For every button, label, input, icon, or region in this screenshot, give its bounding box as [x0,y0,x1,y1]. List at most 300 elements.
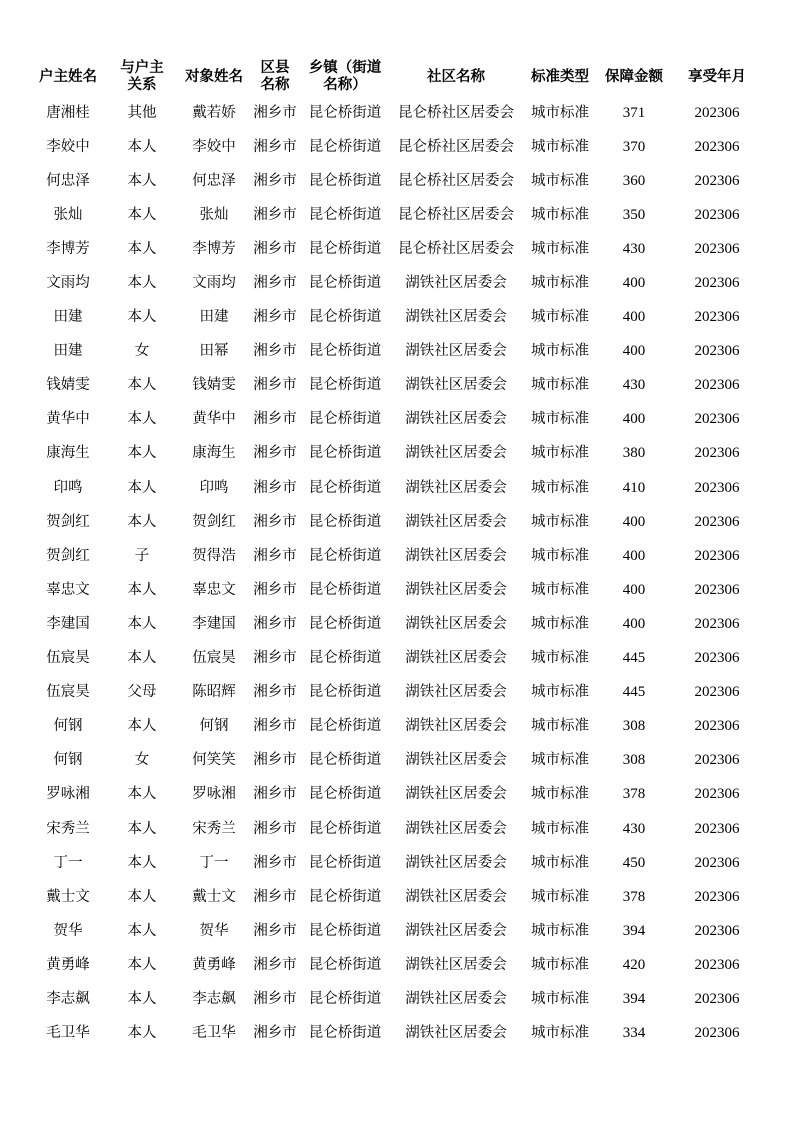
cell-amount: 430 [622,377,646,394]
cell-town: 昆仑桥街道 [308,104,382,121]
cell-town: 昆仑桥街道 [308,650,382,667]
cell-target-name: 陈昭辉 [192,684,236,701]
cell-relation: 本人 [127,990,157,1007]
cell-head-name: 黄华中 [46,411,90,428]
cell-town: 昆仑桥街道 [308,275,382,292]
table-row [34,778,760,812]
cell-amount: 400 [622,581,646,598]
cell-standard-type: 城市标准 [531,581,589,598]
header-county-line2: 名称 [260,77,290,93]
cell-standard-type: 城市标准 [531,513,589,530]
table-row [34,914,760,948]
cell-county: 湘乡市 [253,343,297,360]
cell-head-name: 何钢 [53,718,83,735]
cell-relation: 本人 [127,581,157,598]
cell-head-name: 唐湘桂 [46,104,90,121]
cell-target-name: 李志飙 [192,990,236,1007]
table-row [34,335,760,369]
header-county-line1: 区县 [260,60,290,76]
cell-head-name: 李博芳 [46,240,90,257]
cell-relation: 本人 [127,240,157,257]
table-row [34,880,760,914]
cell-target-name: 戴若娇 [192,104,236,121]
cell-town: 昆仑桥街道 [308,343,382,360]
cell-county: 湘乡市 [253,990,297,1007]
cell-year-month: 202306 [694,445,740,462]
cell-amount: 400 [622,547,646,564]
cell-town: 昆仑桥街道 [308,206,382,223]
cell-target-name: 丁一 [199,854,229,871]
cell-standard-type: 城市标准 [531,922,589,939]
cell-head-name: 贺剑红 [46,513,90,530]
cell-year-month: 202306 [694,820,740,837]
cell-amount: 350 [622,206,646,223]
cell-standard-type: 城市标准 [531,172,589,189]
cell-relation: 本人 [127,1025,157,1042]
cell-county: 湘乡市 [253,240,297,257]
cell-relation: 本人 [127,377,157,394]
table-row [34,403,760,437]
header-row [34,58,760,96]
header-head-name: 户主姓名 [39,68,97,85]
cell-county: 湘乡市 [253,581,297,598]
table-row [34,642,760,676]
cell-community: 湖铁社区居委会 [405,343,507,360]
cell-year-month: 202306 [694,206,740,223]
cell-head-name: 何忠泽 [46,172,90,189]
cell-standard-type: 城市标准 [531,138,589,155]
cell-community: 湖铁社区居委会 [405,990,507,1007]
cell-town: 昆仑桥街道 [308,718,382,735]
cell-standard-type: 城市标准 [531,684,589,701]
cell-county: 湘乡市 [253,684,297,701]
cell-relation: 本人 [127,479,157,496]
cell-target-name: 田幂 [199,343,229,360]
cell-standard-type: 城市标准 [531,1025,589,1042]
cell-town: 昆仑桥街道 [308,479,382,496]
cell-head-name: 康海生 [46,445,90,462]
cell-relation: 本人 [127,309,157,326]
cell-year-month: 202306 [694,138,740,155]
cell-head-name: 宋秀兰 [46,820,90,837]
cell-community: 湖铁社区居委会 [405,888,507,905]
cell-year-month: 202306 [694,1025,740,1042]
cell-county: 湘乡市 [253,104,297,121]
cell-standard-type: 城市标准 [531,615,589,632]
table-row [34,982,760,1016]
cell-community: 湖铁社区居委会 [405,922,507,939]
cell-target-name: 印鸣 [199,479,229,496]
beneficiary-table [34,58,760,1051]
cell-head-name: 辜忠文 [46,581,90,598]
cell-head-name: 罗咏湘 [46,786,90,803]
cell-head-name: 贺华 [53,922,83,939]
cell-head-name: 李建国 [46,615,90,632]
cell-amount: 400 [622,513,646,530]
cell-community: 湖铁社区居委会 [405,275,507,292]
table-row [34,744,760,778]
cell-target-name: 何笑笑 [192,752,236,769]
cell-target-name: 毛卫华 [192,1025,236,1042]
cell-standard-type: 城市标准 [531,104,589,121]
cell-standard-type: 城市标准 [531,309,589,326]
cell-year-month: 202306 [694,922,740,939]
cell-target-name: 黄华中 [192,411,236,428]
cell-head-name: 黄勇峰 [46,956,90,973]
table-row [34,301,760,335]
header-relation-line1: 与户主 [120,60,164,76]
cell-community: 湖铁社区居委会 [405,820,507,837]
cell-county: 湘乡市 [253,445,297,462]
cell-amount: 378 [622,786,646,803]
cell-standard-type: 城市标准 [531,888,589,905]
cell-year-month: 202306 [694,240,740,257]
cell-relation: 本人 [127,888,157,905]
header-relation-line2: 关系 [127,77,157,93]
cell-year-month: 202306 [694,343,740,360]
table-row [34,266,760,300]
cell-town: 昆仑桥街道 [308,309,382,326]
cell-county: 湘乡市 [253,650,297,667]
cell-amount: 400 [622,275,646,292]
cell-town: 昆仑桥街道 [308,138,382,155]
cell-town: 昆仑桥街道 [308,445,382,462]
cell-amount: 445 [622,684,646,701]
cell-standard-type: 城市标准 [531,547,589,564]
table-row [34,539,760,573]
cell-amount: 360 [622,172,646,189]
cell-head-name: 印鸣 [53,479,83,496]
cell-community: 湖铁社区居委会 [405,684,507,701]
cell-community: 湖铁社区居委会 [405,752,507,769]
header-county [246,58,304,96]
cell-relation: 其他 [127,104,157,121]
cell-standard-type: 城市标准 [531,650,589,667]
table-row [34,1017,760,1051]
cell-relation: 本人 [127,820,157,837]
cell-county: 湘乡市 [253,479,297,496]
cell-standard-type: 城市标准 [531,275,589,292]
cell-year-month: 202306 [694,650,740,667]
table-row [34,607,760,641]
cell-relation: 本人 [127,445,157,462]
cell-community: 湖铁社区居委会 [405,411,507,428]
cell-county: 湘乡市 [253,309,297,326]
cell-amount: 445 [622,650,646,667]
cell-standard-type: 城市标准 [531,752,589,769]
cell-standard-type: 城市标准 [531,445,589,462]
cell-target-name: 贺得浩 [192,547,236,564]
cell-year-month: 202306 [694,752,740,769]
cell-town: 昆仑桥街道 [308,615,382,632]
cell-community: 湖铁社区居委会 [405,445,507,462]
cell-head-name: 钱婧雯 [46,377,90,394]
cell-relation: 本人 [127,650,157,667]
cell-county: 湘乡市 [253,615,297,632]
cell-year-month: 202306 [694,684,740,701]
header-town [304,58,386,96]
cell-county: 湘乡市 [253,206,297,223]
header-year-month: 享受年月 [688,68,746,85]
cell-amount: 370 [622,138,646,155]
cell-community: 湖铁社区居委会 [405,377,507,394]
cell-county: 湘乡市 [253,138,297,155]
cell-target-name: 贺剑红 [192,513,236,530]
cell-year-month: 202306 [694,854,740,871]
cell-county: 湘乡市 [253,922,297,939]
cell-target-name: 何忠泽 [192,172,236,189]
cell-amount: 371 [622,104,646,121]
cell-county: 湘乡市 [253,888,297,905]
cell-year-month: 202306 [694,411,740,428]
header-relation [102,58,182,96]
table-row [34,948,760,982]
cell-community: 湖铁社区居委会 [405,513,507,530]
cell-community: 湖铁社区居委会 [405,615,507,632]
cell-county: 湘乡市 [253,718,297,735]
cell-amount: 308 [622,752,646,769]
cell-amount: 400 [622,411,646,428]
cell-target-name: 李建国 [192,615,236,632]
cell-amount: 400 [622,615,646,632]
cell-amount: 450 [622,854,646,871]
cell-head-name: 丁一 [53,854,83,871]
cell-community: 昆仑桥社区居委会 [398,206,514,223]
cell-year-month: 202306 [694,275,740,292]
cell-head-name: 李志飙 [46,990,90,1007]
cell-county: 湘乡市 [253,172,297,189]
cell-county: 湘乡市 [253,513,297,530]
header-community: 社区名称 [427,68,485,85]
header-target-name: 对象姓名 [185,68,243,85]
cell-relation: 本人 [127,615,157,632]
cell-head-name: 何钢 [53,752,83,769]
cell-community: 湖铁社区居委会 [405,547,507,564]
table-row [34,437,760,471]
cell-county: 湘乡市 [253,377,297,394]
cell-community: 昆仑桥社区居委会 [398,138,514,155]
cell-community: 湖铁社区居委会 [405,786,507,803]
cell-community: 湖铁社区居委会 [405,956,507,973]
cell-town: 昆仑桥街道 [308,922,382,939]
cell-standard-type: 城市标准 [531,411,589,428]
header-town-line1: 乡镇（街道 [308,60,382,76]
cell-county: 湘乡市 [253,854,297,871]
cell-target-name: 罗咏湘 [192,786,236,803]
cell-relation: 本人 [127,786,157,803]
cell-relation: 本人 [127,411,157,428]
cell-standard-type: 城市标准 [531,479,589,496]
cell-relation: 本人 [127,172,157,189]
cell-community: 湖铁社区居委会 [405,309,507,326]
cell-town: 昆仑桥街道 [308,547,382,564]
cell-head-name: 毛卫华 [46,1025,90,1042]
cell-relation: 本人 [127,956,157,973]
table-row [34,846,760,880]
cell-relation: 本人 [127,275,157,292]
table-row [34,198,760,232]
cell-relation: 子 [134,547,150,564]
cell-amount: 430 [622,240,646,257]
cell-target-name: 戴士文 [192,888,236,905]
cell-amount: 308 [622,718,646,735]
cell-head-name: 李姣中 [46,138,90,155]
cell-standard-type: 城市标准 [531,377,589,394]
cell-town: 昆仑桥街道 [308,888,382,905]
table-row [34,232,760,266]
cell-relation: 女 [134,343,150,360]
cell-community: 湖铁社区居委会 [405,718,507,735]
cell-county: 湘乡市 [253,752,297,769]
cell-year-month: 202306 [694,479,740,496]
cell-head-name: 戴士文 [46,888,90,905]
cell-town: 昆仑桥街道 [308,411,382,428]
cell-standard-type: 城市标准 [531,240,589,257]
cell-year-month: 202306 [694,104,740,121]
cell-standard-type: 城市标准 [531,854,589,871]
cell-county: 湘乡市 [253,956,297,973]
cell-year-month: 202306 [694,888,740,905]
cell-head-name: 伍宸昊 [46,650,90,667]
cell-amount: 400 [622,343,646,360]
cell-community: 湖铁社区居委会 [405,479,507,496]
cell-standard-type: 城市标准 [531,786,589,803]
table-row [34,130,760,164]
cell-standard-type: 城市标准 [531,206,589,223]
cell-community: 湖铁社区居委会 [405,854,507,871]
cell-county: 湘乡市 [253,786,297,803]
table-row [34,505,760,539]
cell-community: 昆仑桥社区居委会 [398,104,514,121]
cell-town: 昆仑桥街道 [308,752,382,769]
cell-amount: 410 [622,479,646,496]
cell-county: 湘乡市 [253,547,297,564]
cell-amount: 394 [622,922,646,939]
cell-head-name: 文雨均 [46,275,90,292]
cell-town: 昆仑桥街道 [308,240,382,257]
cell-target-name: 何钢 [199,718,229,735]
cell-year-month: 202306 [694,990,740,1007]
cell-target-name: 李姣中 [192,138,236,155]
cell-amount: 394 [622,990,646,1007]
cell-county: 湘乡市 [253,411,297,428]
cell-head-name: 张灿 [53,206,83,223]
table-row [34,573,760,607]
cell-target-name: 黄勇峰 [192,956,236,973]
cell-relation: 本人 [127,138,157,155]
cell-community: 昆仑桥社区居委会 [398,240,514,257]
cell-town: 昆仑桥街道 [308,956,382,973]
cell-target-name: 田建 [199,309,229,326]
cell-relation: 父母 [127,684,157,701]
cell-target-name: 钱婧雯 [192,377,236,394]
cell-community: 湖铁社区居委会 [405,650,507,667]
cell-town: 昆仑桥街道 [308,990,382,1007]
cell-town: 昆仑桥街道 [308,1025,382,1042]
cell-relation: 本人 [127,854,157,871]
cell-relation: 本人 [127,922,157,939]
cell-standard-type: 城市标准 [531,990,589,1007]
cell-amount: 400 [622,309,646,326]
cell-year-month: 202306 [694,309,740,326]
cell-town: 昆仑桥街道 [308,581,382,598]
cell-year-month: 202306 [694,956,740,973]
subsistence-allowance-sheet [34,58,760,1051]
cell-community: 湖铁社区居委会 [405,581,507,598]
cell-standard-type: 城市标准 [531,956,589,973]
cell-year-month: 202306 [694,513,740,530]
cell-town: 昆仑桥街道 [308,854,382,871]
table-header [34,58,760,96]
header-amount: 保障金额 [605,68,663,85]
cell-amount: 420 [622,956,646,973]
cell-target-name: 伍宸昊 [192,650,236,667]
cell-town: 昆仑桥街道 [308,172,382,189]
header-standard-type: 标准类型 [531,68,589,85]
cell-amount: 334 [622,1025,646,1042]
cell-target-name: 贺华 [199,922,229,939]
cell-town: 昆仑桥街道 [308,786,382,803]
cell-target-name: 张灿 [199,206,229,223]
cell-amount: 378 [622,888,646,905]
table-body [34,96,760,1051]
cell-target-name: 文雨均 [192,275,236,292]
header-town-line2: 名称） [323,77,367,93]
cell-community: 昆仑桥社区居委会 [398,172,514,189]
cell-head-name: 贺剑红 [46,547,90,564]
cell-standard-type: 城市标准 [531,343,589,360]
cell-head-name: 田建 [53,343,83,360]
table-row [34,812,760,846]
cell-standard-type: 城市标准 [531,718,589,735]
cell-year-month: 202306 [694,172,740,189]
cell-town: 昆仑桥街道 [308,377,382,394]
cell-town: 昆仑桥街道 [308,684,382,701]
table-row [34,676,760,710]
cell-relation: 本人 [127,206,157,223]
cell-relation: 女 [134,752,150,769]
cell-standard-type: 城市标准 [531,820,589,837]
cell-year-month: 202306 [694,581,740,598]
cell-target-name: 李博芳 [192,240,236,257]
table-row [34,710,760,744]
cell-target-name: 宋秀兰 [192,820,236,837]
cell-relation: 本人 [127,718,157,735]
cell-town: 昆仑桥街道 [308,820,382,837]
cell-year-month: 202306 [694,786,740,803]
cell-year-month: 202306 [694,615,740,632]
table-row [34,96,760,130]
cell-county: 湘乡市 [253,275,297,292]
cell-county: 湘乡市 [253,1025,297,1042]
cell-year-month: 202306 [694,547,740,564]
cell-relation: 本人 [127,513,157,530]
cell-year-month: 202306 [694,377,740,394]
cell-amount: 380 [622,445,646,462]
cell-amount: 430 [622,820,646,837]
cell-head-name: 田建 [53,309,83,326]
cell-head-name: 伍宸昊 [46,684,90,701]
table-row [34,164,760,198]
cell-year-month: 202306 [694,718,740,735]
cell-community: 湖铁社区居委会 [405,1025,507,1042]
table-row [34,471,760,505]
cell-target-name: 辜忠文 [192,581,236,598]
cell-town: 昆仑桥街道 [308,513,382,530]
cell-county: 湘乡市 [253,820,297,837]
table-row [34,369,760,403]
cell-target-name: 康海生 [192,445,236,462]
